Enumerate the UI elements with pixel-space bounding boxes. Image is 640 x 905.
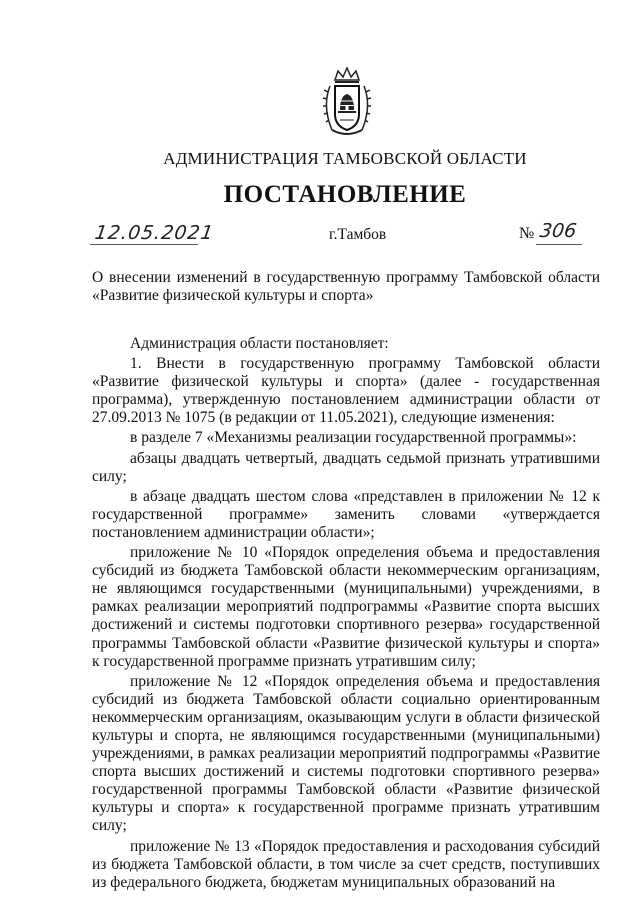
document-type: ПОСТАНОВЛЕНИЕ (223, 181, 467, 208)
subject-line-2: «Развитие физической культуры и спорта» (92, 287, 374, 304)
document-number: 306 (538, 220, 578, 242)
paragraph-4: в абзаце двадцать шестом слова «представлен в приложении № 12 к государственной программе» заменить словами «утверждается постановлением администрации области»; (92, 487, 600, 541)
paragraph-2: в разделе 7 «Механизмы реализации государственной программы»: (130, 429, 577, 447)
paragraph-6: приложение № 12 «Порядок определения объема и предоставления субсидий из бюджета Тамбовской области социально ориентированным некоммерческим организациям, оказывающим услуги в области физической культуры и спорта, не являющимся государственными (муниципальными) учреждениями, в рамках реализации мероприятий подпрограммы «Развитие спорта высших достижений и системы подготовки спортивного резерва» государственной программы Тамбовской области «Развитие физической культуры и спорта» к государственной программе признать утратившим силу; (92, 672, 600, 835)
paragraph-5: приложение № 10 «Порядок определения объема и предоставления субсидий из бюджета Тамбовской области некоммерческим организациям, не являющимся государственными (муниципальными) учреждениями, в рамках реализации мероприятий подпрограммы «Развитие спорта высших достижений и системы подготовки спортивного резерва» государственной программы Тамбовской области «Развитие физической культуры и спорта» к государственной программе признать утратившим силу; (92, 544, 600, 670)
number-underline (536, 244, 582, 245)
document-body (92, 335, 600, 892)
document-city: г.Тамбов (329, 226, 387, 243)
date-underline (90, 244, 198, 245)
document-date: 12.05.2021 (93, 222, 216, 244)
subject-line-1: О внесении изменений в государственную программу Тамбовской области (92, 269, 600, 286)
coat-of-arms-emblem (318, 66, 376, 138)
paragraph-7: приложение № 13 «Порядок предоставления и расходования субсидий из бюджета Тамбовской области, в том числе за счет средств, поступивших из федерального бюджета, бюджетам муниципальных образований на (92, 837, 600, 891)
paragraph-1: 1. Внести в государственную программу Тамбовской области «Развитие физической культуры и спорта» (далее - государственная программа), утвержденную постановлением администрации области от 27.09.2013 № 1075 (в редакции от 11.05.2021), следующие изменения: (92, 355, 600, 427)
agency-name: АДМИНИСТРАЦИЯ ТАМБОВСКОЙ ОБЛАСТИ (163, 149, 527, 168)
document-subject (92, 269, 600, 305)
paragraph-preamble: Администрация области постановляет: (130, 335, 389, 352)
paragraph-3: абзацы двадцать четвертый, двадцать седьмой признать утратившими силу; (92, 449, 600, 485)
number-sign: № (519, 225, 535, 242)
